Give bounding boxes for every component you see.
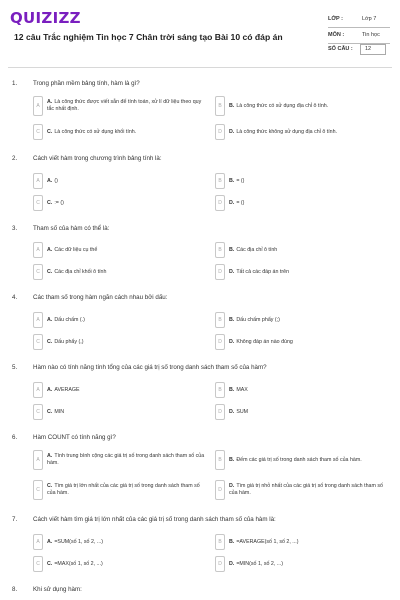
question-number: 6. bbox=[12, 434, 18, 441]
option-label: B. bbox=[229, 456, 235, 463]
option-letter-box: B bbox=[215, 242, 225, 258]
option-b[interactable] bbox=[215, 382, 391, 398]
option-text: Dấu chấm phẩy (;) bbox=[236, 316, 280, 323]
meta-count-value: 12 bbox=[365, 46, 372, 52]
option-text: =AVERAGE(số 1, số 2, ...) bbox=[236, 538, 299, 545]
option-text: Các dữ liệu cụ thể bbox=[54, 246, 98, 253]
option-letter-box: C bbox=[33, 404, 43, 420]
question-number: 8. bbox=[12, 586, 18, 593]
option-letter-box: A bbox=[33, 312, 43, 328]
option-text: Là công thức có sử dụng khối tính. bbox=[54, 128, 137, 135]
question-number: 7. bbox=[12, 516, 18, 523]
question-text: Cách viết hàm tìm giá trị lớn nhất của các giá trị số trong danh sách tham số của hàm là: bbox=[33, 516, 276, 523]
option-label: A. bbox=[47, 453, 53, 459]
option-b[interactable] bbox=[215, 312, 391, 328]
meta-count-key: SỐ CÂU : bbox=[328, 46, 353, 52]
option-d[interactable] bbox=[215, 556, 391, 572]
option-text: Các địa chỉ khối ô tính bbox=[54, 268, 107, 275]
question-text: Cách viết hàm trong chương trình bảng tính là: bbox=[33, 155, 162, 162]
option-label: A. bbox=[47, 316, 53, 323]
option-label: A. bbox=[47, 538, 53, 545]
option-b[interactable] bbox=[215, 242, 391, 258]
option-text: =MAX(số 1, số 2, ...) bbox=[54, 560, 103, 567]
option-letter-box: B bbox=[215, 382, 225, 398]
option-a[interactable] bbox=[33, 312, 209, 328]
option-label: B. bbox=[229, 538, 235, 545]
option-text: AVERAGE bbox=[54, 386, 80, 393]
option-b[interactable] bbox=[215, 450, 391, 470]
option-label: C. bbox=[47, 199, 53, 206]
option-c[interactable] bbox=[33, 404, 209, 420]
option-b[interactable] bbox=[215, 534, 391, 550]
option-label: B. bbox=[229, 246, 235, 253]
option-label: C. bbox=[47, 338, 53, 345]
question-text: Hàm COUNT có tính năng gì? bbox=[33, 434, 116, 441]
option-a[interactable] bbox=[33, 173, 209, 189]
question-text: Hàm nào có tính năng tính tổng của các giá trị số trong danh sách tham số của hàm? bbox=[33, 364, 267, 371]
option-letter-box: D bbox=[215, 404, 225, 420]
option-letter-box: A bbox=[33, 450, 43, 470]
option-text: =SUM(số 1, số 2, ...) bbox=[54, 538, 104, 545]
option-label: D. bbox=[229, 338, 235, 345]
option-a[interactable] bbox=[33, 96, 209, 116]
option-text: Các địa chỉ ô tính bbox=[236, 246, 278, 253]
option-c[interactable] bbox=[33, 480, 209, 500]
meta-count-box bbox=[360, 44, 386, 55]
option-text: =MIN(số 1, số 2, ...) bbox=[236, 560, 283, 567]
meta-subject-value: Tin học bbox=[362, 32, 380, 38]
page-title: 12 câu Trắc nghiệm Tin học 7 Chân trời sáng tạo Bài 10 có đáp án bbox=[14, 32, 283, 42]
option-label: B. bbox=[229, 386, 235, 393]
option-letter-box: B bbox=[215, 534, 225, 550]
option-text: Đếm các giá trị số trong danh sách tham số của hàm. bbox=[236, 456, 362, 463]
question-number: 3. bbox=[12, 225, 18, 232]
option-text: Là công thức có sử dụng địa chỉ ô tính. bbox=[236, 102, 329, 109]
option-text: Dấu chấm (.) bbox=[54, 316, 85, 323]
option-a[interactable] bbox=[33, 382, 209, 398]
option-text: () bbox=[54, 177, 58, 184]
option-letter-box: C bbox=[33, 124, 43, 140]
option-label: B. bbox=[229, 177, 235, 184]
worksheet-header bbox=[0, 0, 400, 68]
option-letter-box: B bbox=[215, 450, 225, 470]
option-text: Dấu phẩy (,) bbox=[54, 338, 84, 345]
option-d[interactable] bbox=[215, 124, 391, 140]
option-a[interactable] bbox=[33, 534, 209, 550]
option-text: = () bbox=[236, 199, 245, 206]
meta-class bbox=[328, 14, 390, 28]
option-letter-box: A bbox=[33, 534, 43, 550]
option-text: Tất cả các đáp án trên bbox=[236, 268, 290, 275]
option-label: D. bbox=[229, 199, 235, 206]
option-text: Tính trung bình cộng các giá trị số trong danh sách tham số của hàm. bbox=[47, 453, 205, 466]
option-label: D. bbox=[229, 268, 235, 275]
option-label: D. bbox=[229, 560, 235, 567]
option-label: D. bbox=[229, 128, 235, 135]
option-d[interactable] bbox=[215, 480, 391, 500]
option-text: MAX bbox=[236, 386, 248, 393]
option-d[interactable] bbox=[215, 195, 391, 211]
option-letter-box: D bbox=[215, 480, 225, 500]
option-text: Tìm giá trị lớn nhất của các giá trị số trong danh sách tham số của hàm. bbox=[47, 483, 200, 496]
option-letter-box: D bbox=[215, 195, 225, 211]
question-number: 2. bbox=[12, 155, 18, 162]
meta-class-key: LỚP : bbox=[328, 16, 343, 22]
option-c[interactable] bbox=[33, 195, 209, 211]
option-label: C. bbox=[47, 268, 53, 275]
option-label: A. bbox=[47, 246, 53, 253]
option-text: = () bbox=[236, 177, 245, 184]
option-letter-box: D bbox=[215, 334, 225, 350]
quizizz-logo: QUIZIZZ bbox=[10, 9, 81, 27]
option-letter-box: C bbox=[33, 264, 43, 280]
option-letter-box: A bbox=[33, 173, 43, 189]
option-text: Tìm giá trị nhỏ nhất của các giá trị số trong danh sách tham số của hàm. bbox=[229, 483, 383, 496]
meta-class-value: Lớp 7 bbox=[362, 16, 377, 22]
option-label: B. bbox=[229, 102, 235, 109]
option-letter-box: C bbox=[33, 195, 43, 211]
question-number: 5. bbox=[12, 364, 18, 371]
option-label: D. bbox=[229, 408, 235, 415]
option-text: SUM bbox=[236, 408, 249, 415]
option-letter-box: B bbox=[215, 312, 225, 328]
option-c[interactable] bbox=[33, 264, 209, 280]
question-number: 1. bbox=[12, 80, 18, 87]
option-c[interactable] bbox=[33, 556, 209, 572]
question-number: 4. bbox=[12, 294, 18, 301]
option-b[interactable] bbox=[215, 173, 391, 189]
question-text: Tham số của hàm có thể là: bbox=[33, 225, 110, 232]
meta-subject bbox=[328, 30, 390, 44]
option-text: Không đáp án nào đúng bbox=[236, 338, 293, 345]
option-letter-box: C bbox=[33, 556, 43, 572]
question-text: Trong phần mềm bảng tính, hàm là gì? bbox=[33, 80, 140, 87]
option-label: C. bbox=[47, 128, 53, 135]
option-text: := () bbox=[54, 199, 64, 206]
option-text: Là công thức được viết sẵn để tính toán, xử lí dữ liệu theo quy tắc nhất định. bbox=[47, 99, 202, 112]
meta-subject-key: MÔN : bbox=[328, 32, 345, 38]
option-label: A. bbox=[47, 177, 53, 184]
option-letter-box: A bbox=[33, 242, 43, 258]
option-letter-box: A bbox=[33, 96, 43, 116]
question-text: Khi sử dụng hàm: bbox=[33, 586, 82, 593]
option-letter-box: B bbox=[215, 96, 225, 116]
option-label: B. bbox=[229, 316, 235, 323]
option-letter-box: D bbox=[215, 556, 225, 572]
option-label: C. bbox=[47, 408, 53, 415]
option-text: Là công thức không sử dụng địa chỉ ô tính. bbox=[236, 128, 338, 135]
option-c[interactable] bbox=[33, 124, 209, 140]
option-a[interactable] bbox=[33, 450, 209, 470]
option-d[interactable] bbox=[215, 404, 391, 420]
option-d[interactable] bbox=[215, 264, 391, 280]
option-letter-box: D bbox=[215, 124, 225, 140]
option-a[interactable] bbox=[33, 242, 209, 258]
option-d[interactable] bbox=[215, 334, 391, 350]
option-label: A. bbox=[47, 99, 53, 105]
option-letter-box: B bbox=[215, 173, 225, 189]
option-label: D. bbox=[229, 483, 235, 489]
option-letter-box: C bbox=[33, 480, 43, 500]
question-text: Các tham số trong hàm ngăn cách nhau bởi dấu: bbox=[33, 294, 168, 301]
option-letter-box: C bbox=[33, 334, 43, 350]
option-letter-box: A bbox=[33, 382, 43, 398]
option-text: MIN bbox=[54, 408, 65, 415]
option-label: C. bbox=[47, 560, 53, 567]
option-label: A. bbox=[47, 386, 53, 393]
option-letter-box: D bbox=[215, 264, 225, 280]
option-label: C. bbox=[47, 483, 53, 489]
option-b[interactable] bbox=[215, 96, 391, 116]
header-divider bbox=[8, 67, 392, 68]
option-c[interactable] bbox=[33, 334, 209, 350]
